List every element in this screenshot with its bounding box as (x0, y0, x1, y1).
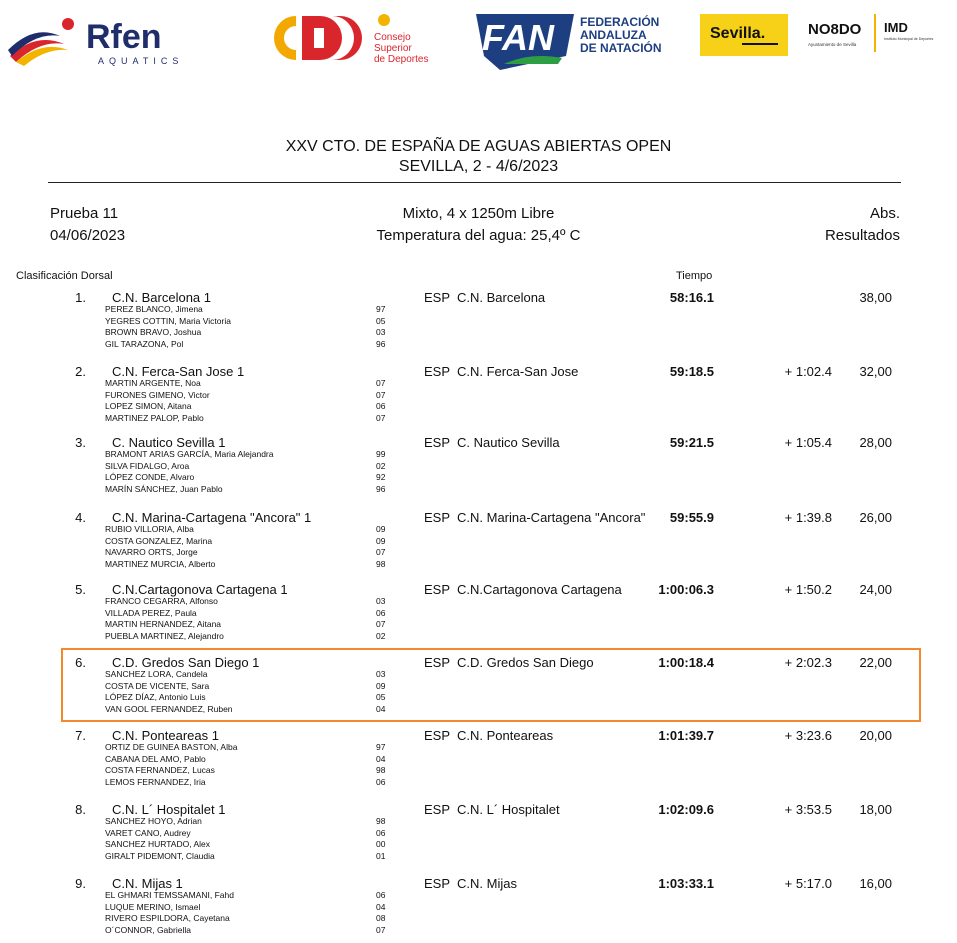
team-name: C.N. Ferca-San Jose 1 (112, 364, 245, 379)
team-name: C.N. Marina-Cartagena "Ancora" 1 (112, 510, 312, 525)
team-time: 59:55.9 (669, 510, 714, 525)
swimmer-name: PUEBLA MARTINEZ, Alejandro (105, 631, 224, 641)
swimmer-name: VILLADA PEREZ, Paula (105, 608, 197, 618)
team-time-difference: + 1:39.8 (784, 510, 832, 525)
team-position: 1. (75, 290, 86, 305)
swimmer-name: MARTINEZ PALOP, Pablo (105, 413, 204, 423)
swimmer-birth-year: 98 (376, 765, 386, 775)
team-nation: ESP (424, 582, 451, 597)
swimmer-birth-year: 02 (376, 461, 386, 471)
swimmer-birth-year: 03 (376, 669, 386, 679)
team-position: 7. (75, 728, 86, 743)
team-nation: ESP (424, 655, 451, 670)
swimmer-name: FRANCO CEGARRA, Alfonso (105, 596, 218, 606)
swimmer-name: LUQUE MERINO, Ismael (105, 902, 201, 912)
swimmer-birth-year: 05 (376, 316, 386, 326)
swimmer-name: COSTA DE VICENTE, Sara (105, 681, 210, 691)
fan-line2: ANDALUZA (580, 28, 647, 42)
swimmer-name: SANCHEZ HOYO, Adrian (105, 816, 202, 826)
swimmer-name: LEMOS FERNANDEZ, Iria (105, 777, 206, 787)
race-name: Mixto, 4 x 1250m Libre (402, 205, 555, 222)
team-nation: ESP (424, 728, 451, 743)
team-club: C. Nautico Sevilla (457, 435, 560, 450)
swimmer-birth-year: 09 (376, 681, 386, 691)
swimmer-name: GIL TARAZONA, Pol (105, 339, 184, 349)
swimmer-birth-year: 00 (376, 839, 386, 849)
team-points: 26,00 (859, 510, 892, 525)
team-club: C.D. Gredos San Diego (457, 655, 594, 670)
team-time-difference: + 3:53.5 (784, 802, 832, 817)
team-time-difference: + 1:05.4 (784, 435, 832, 450)
fan-line3: DE NATACIÓN (580, 41, 662, 55)
team-time-difference: + 1:02.4 (784, 364, 832, 379)
swimmer-birth-year: 92 (376, 472, 386, 482)
swimmer-birth-year: 07 (376, 390, 386, 400)
swimmer-name: YEGRES COTTIN, Maria Victoria (105, 316, 231, 326)
team-name: C. Nautico Sevilla 1 (112, 435, 226, 450)
team-time: 1:00:06.3 (658, 582, 714, 597)
event-date: 04/06/2023 (50, 227, 126, 244)
swimmer-name: FURONES GIMENO, Victor (105, 390, 210, 400)
fan-mark: FAN (482, 17, 554, 58)
team-points: 22,00 (859, 655, 892, 670)
team-name: C.N. Ponteareas 1 (112, 728, 219, 743)
imd-name: IMD (884, 20, 908, 35)
team-points: 16,00 (859, 876, 892, 891)
logo-banner (0, 0, 957, 80)
team-position: 5. (75, 582, 86, 597)
swimmer-birth-year: 02 (376, 631, 386, 641)
category-label: Abs. (869, 205, 900, 222)
fan-line1: FEDERACIÓN (580, 15, 660, 29)
swimmer-birth-year: 06 (376, 777, 386, 787)
swimmer-name: BRAMONT ARIAS GARCÍA, Maria Alejandra (105, 449, 274, 459)
swimmer-birth-year: 06 (376, 608, 386, 618)
team-club: C.N. Mijas (457, 876, 517, 891)
team-name: C.N. L´ Hospitalet 1 (112, 802, 226, 817)
swimmer-birth-year: 06 (376, 828, 386, 838)
swimmer-birth-year: 04 (376, 902, 386, 912)
swimmer-birth-year: 08 (376, 913, 386, 923)
column-header-clasificacion: Clasificación Dorsal (16, 270, 113, 282)
team-time: 58:16.1 (669, 290, 714, 305)
team-position: 9. (75, 876, 86, 891)
rfen-logo (6, 10, 200, 68)
team-time-difference: + 5:17.0 (784, 876, 832, 891)
swimmer-birth-year: 04 (376, 754, 386, 764)
team-time: 1:02:09.6 (658, 802, 714, 817)
team-points: 18,00 (859, 802, 892, 817)
team-time: 59:18.5 (669, 364, 714, 379)
swimmer-name: SILVA FIDALGO, Aroa (105, 461, 190, 471)
swimmer-name: COSTA FERNANDEZ, Lucas (105, 765, 215, 775)
team-points: 38,00 (859, 290, 892, 305)
swimmer-name: O´CONNOR, Gabriella (105, 925, 191, 935)
team-time: 1:00:18.4 (658, 655, 714, 670)
team-points: 32,00 (859, 364, 892, 379)
swimmer-birth-year: 03 (376, 596, 386, 606)
swimmer-birth-year: 07 (376, 925, 386, 935)
swimmer-name: MARTIN HERNANDEZ, Aitana (105, 619, 222, 629)
swimmer-name: GIRALT PIDEMONT, Claudia (105, 851, 215, 861)
team-name: C.N. Mijas 1 (112, 876, 183, 891)
highlight-box (61, 648, 921, 722)
swimmer-name: ORTIZ DE GUINEA BASTON, Alba (105, 742, 238, 752)
swimmer-birth-year: 07 (376, 413, 386, 423)
fan-logo (470, 8, 670, 72)
document-subtitle: SEVILLA, 2 - 4/6/2023 (398, 158, 559, 175)
water-temperature: Temperatura del agua: 25,4º C (376, 227, 581, 244)
swimmer-name: LOPEZ SIMON, Aitana (105, 401, 192, 411)
swimmer-birth-year: 97 (376, 742, 386, 752)
swimmer-birth-year: 01 (376, 851, 386, 861)
event-number: Prueba 11 (50, 205, 119, 222)
sevilla-name: Sevilla. (710, 25, 766, 42)
swimmer-name: RUBIO VILLORIA, Alba (105, 524, 194, 534)
team-name: C.N.Cartagonova Cartagena 1 (112, 582, 288, 597)
team-nation: ESP (424, 510, 451, 525)
team-time-difference: + 3:23.6 (784, 728, 832, 743)
swimmer-name: BROWN BRAVO, Joshua (105, 327, 202, 337)
swimmer-name: LÓPEZ DÍAZ, Antonio Luis (105, 692, 206, 702)
team-nation: ESP (424, 435, 451, 450)
logo-divider (874, 14, 876, 52)
team-position: 2. (75, 364, 86, 379)
sevilla-logo (700, 14, 788, 56)
team-time: 1:01:39.7 (658, 728, 714, 743)
team-position: 4. (75, 510, 86, 525)
team-club: C.N. L´ Hospitalet (457, 802, 560, 817)
swimmer-birth-year: 99 (376, 449, 386, 459)
imd-logo (882, 18, 942, 52)
swimmer-birth-year: 98 (376, 816, 386, 826)
csd-line2: Superior (374, 43, 412, 54)
team-points: 20,00 (859, 728, 892, 743)
csd-line3: de Deportes (374, 54, 429, 65)
swimmer-name: NAVARRO ORTS, Jorge (105, 547, 198, 557)
results-label: Resultados (824, 227, 900, 244)
swimmer-birth-year: 06 (376, 401, 386, 411)
team-time-difference: + 2:02.3 (784, 655, 832, 670)
imd-sub: Instituto Municipal de Deportes (884, 37, 934, 41)
swimmer-birth-year: 98 (376, 559, 386, 569)
team-nation: ESP (424, 876, 451, 891)
swimmer-birth-year: 97 (376, 304, 386, 314)
swimmer-name: CABANA DEL AMO, Pablo (105, 754, 206, 764)
team-nation: ESP (424, 802, 451, 817)
swimmer-name: MARTIN ARGENTE, Noa (105, 378, 201, 388)
team-time: 1:03:33.1 (658, 876, 714, 891)
team-name: C.N. Barcelona 1 (112, 290, 211, 305)
team-club: C.N. Ferca-San Jose (457, 364, 579, 379)
swimmer-birth-year: 06 (376, 890, 386, 900)
swimmer-birth-year: 03 (376, 327, 386, 337)
swimmer-name: PEREZ BLANCO, Jimena (105, 304, 203, 314)
team-club: C.N. Marina-Cartagena "Ancora" (457, 510, 646, 525)
swimmer-birth-year: 07 (376, 547, 386, 557)
document-title: XXV CTO. DE ESPAÑA DE AGUAS ABIERTAS OPEN (285, 138, 672, 155)
rfen-sub: AQUATICS (98, 56, 184, 66)
team-points: 28,00 (859, 435, 892, 450)
swimmer-name: MARTINEZ MURCIA, Alberto (105, 559, 216, 569)
team-name: C.D. Gredos San Diego 1 (112, 655, 260, 670)
swimmer-name: MARÍN SÁNCHEZ, Juan Pablo (105, 484, 223, 494)
swimmer-birth-year: 04 (376, 704, 386, 714)
team-position: 8. (75, 802, 86, 817)
swimmer-name: EL GHMARI TEMSSAMANI, Fahd (105, 890, 234, 900)
swimmer-name: COSTA GONZALEZ, Marina (105, 536, 213, 546)
swimmer-birth-year: 96 (376, 339, 386, 349)
swimmer-name: SANCHEZ LORA, Candela (105, 669, 208, 679)
csd-logo (262, 10, 442, 66)
swimmer-birth-year: 07 (376, 378, 386, 388)
csd-line1: Consejo (374, 32, 411, 43)
no8do-name: NO8DO (808, 21, 862, 38)
team-points: 24,00 (859, 582, 892, 597)
swimmer-name: SANCHEZ HURTADO, Alex (105, 839, 211, 849)
swimmer-name: VARET CANO, Audrey (105, 828, 191, 838)
swimmer-name: LÓPEZ CONDE, Alvaro (105, 472, 195, 482)
title-divider (48, 182, 901, 183)
team-nation: ESP (424, 290, 451, 305)
swimmer-birth-year: 05 (376, 692, 386, 702)
swimmer-birth-year: 09 (376, 536, 386, 546)
swimmer-birth-year: 96 (376, 484, 386, 494)
team-position: 6. (75, 655, 86, 670)
no8do-logo (806, 16, 876, 52)
column-header-tiempo: Tiempo (676, 270, 713, 282)
team-position: 3. (75, 435, 86, 450)
team-time: 59:21.5 (669, 435, 714, 450)
team-club: C.N. Ponteareas (457, 728, 554, 743)
no8do-sub: Ayuntamiento de Sevilla (808, 42, 857, 47)
swimmer-name: RIVERO ESPILDORA, Cayetana (105, 913, 230, 923)
team-time-difference: + 1:50.2 (784, 582, 832, 597)
team-club: C.N.Cartagonova Cartagena (457, 582, 622, 597)
team-club: C.N. Barcelona (457, 290, 546, 305)
swimmer-birth-year: 09 (376, 524, 386, 534)
swimmer-name: VAN GOOL FERNANDEZ, Ruben (105, 704, 233, 714)
rfen-name: Rfen (86, 18, 162, 56)
team-nation: ESP (424, 364, 451, 379)
swimmer-birth-year: 07 (376, 619, 386, 629)
